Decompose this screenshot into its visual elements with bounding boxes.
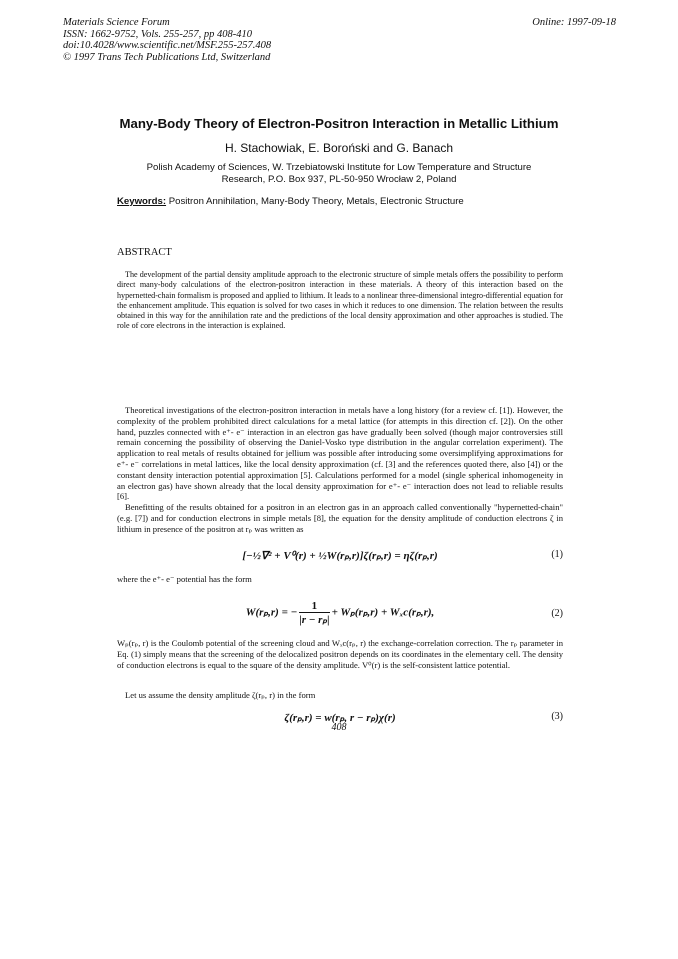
keywords-label: Keywords: — [117, 196, 167, 207]
paper-authors: H. Stachowiak, E. Boroński and G. Banach — [224, 141, 454, 155]
equation-1 — [117, 545, 563, 569]
online-date: Online: 1997-09-18 — [532, 17, 616, 28]
equation-2-number: (2) — [551, 608, 563, 619]
where-sentence: where the e⁺- e⁻ potential has the form — [117, 574, 252, 584]
doi-line[interactable]: doi:10.4028/www.scientific.net/MSF.255-257.408 — [63, 40, 272, 51]
equation-2 — [117, 598, 563, 634]
paragraph-2: Benefitting of the results obtained for a positron in an electron gas in an approach called conventionally "hypernetted-chain" (e.g. [7]) and for conduction electrons in simple metals [8], the equation for the density amplitude of conduction electrons ζ in lithium in presence of the positron at rₚ was written as — [117, 502, 563, 534]
abstract-text: The development of the partial density amplitude approach to the electronic structure of simple metals offers the possibility to perform direct many-body calculations of the electron-positron interaction in these materials. A theory of this interaction based on the hypernetted-chain formalism is proposed and applied to lithium. It leads to a nonlinear three-dimensional integro-differential equation for the enhancement amplitude. This equation is solved for two cases in which it reduces to one dimension. The relation between the results obtained in this way for the annihilation rate and the predictions of the local density approximation and other approaches is studied. The role of core electrons in the interaction is explained. — [117, 270, 563, 331]
issn-line: ISSN: 1662-9752, Vols. 255-257, pp 408-410 — [63, 28, 252, 40]
equation-3-number: (3) — [551, 711, 563, 722]
equation-2-rhs: + Wₚ(rₚ,r) + Wₓc(rₚ,r), — [331, 606, 435, 619]
equation-2-numerator: 1 — [299, 600, 329, 613]
affiliation-line-2: Research, P.O. Box 937, PL-50-950 Wrocław 2, Poland — [221, 174, 457, 185]
paper-title: Many-Body Theory of Electron-Positron Interaction in Metallic Lithium — [119, 116, 559, 131]
affiliation — [110, 162, 568, 186]
running-header — [63, 17, 271, 63]
equation-2-lhs: W(rₚ,r) = − — [245, 606, 298, 619]
paragraph-1: Theoretical investigations of the electron-positron interaction in metals have a long history (for a review cf. [1]). However, the complexity of the problem prohibited direct calculations for a metal lattice (for attempts in this direction cf. [2]). On the other hand, puzzles connected with e⁺- e⁻ interaction in an electron gas have gradually been solved (though major controversies still remain concerning the possibility of observing the Daniel-Vosko type distribution in the angular correlation experiment). The application to real metals of results obtained for jellium was possible after introducing some oversimplifying approximations for e⁺- e⁻ correlations in metal lattices, like the local density approximation (cf. [3] and the references quoted there, also [4]) or the constant density interaction potential approximation [5]. Calculations performed for a model (single spherical inhomogeneity in an electron gas) have shown already that the local density approximation for e⁺- e⁻ interaction does not lead to reliable results [6]. — [117, 405, 563, 502]
equation-2-denominator: |r − rₚ| — [299, 614, 330, 626]
keywords-list: Positron Annihilation, Many-Body Theory, Metals, Electronic Structure — [168, 196, 464, 207]
affiliation-line-1: Polish Academy of Sciences, W. Trzebiatowski Institute for Low Temperature and Structure — [146, 162, 532, 173]
equation-2-expression — [117, 600, 563, 626]
paragraph-3: Wₚ(rₚ, r) is the Coulomb potential of the screening cloud and Wₓc(rₚ, r) the exchange-correlation correction. The rₚ parameter in Eq. (1) simply means that the screening of the delocalized positron depends on its coordinates in the elementary cell. The density of conduction electrons is equal to the square of the density amplitude. V⁰(r) is the self-consistent lattice potential. — [117, 638, 563, 670]
equation-1-expression: [−½∇² + V⁰(r) + ½W(rₚ,r)]ζ(rₚ,r) = ηζ(rₚ,r) — [242, 550, 438, 562]
page-number: 408 — [331, 722, 347, 733]
equation-1-number: (1) — [551, 549, 563, 560]
let-sentence: Let us assume the density amplitude ζ(rₚ, r) in the form — [125, 690, 316, 700]
journal-name: Materials Science Forum — [63, 17, 170, 28]
keywords — [117, 196, 464, 207]
equation-2-fraction — [299, 600, 329, 626]
equation-3-expression: ζ(rₚ,r) = w(rₚ, r − rₚ)χ(r) — [284, 712, 396, 724]
copyright-line: © 1997 Trans Tech Publications Ltd, Switzerland — [63, 51, 271, 63]
abstract-heading: ABSTRACT — [117, 247, 172, 258]
